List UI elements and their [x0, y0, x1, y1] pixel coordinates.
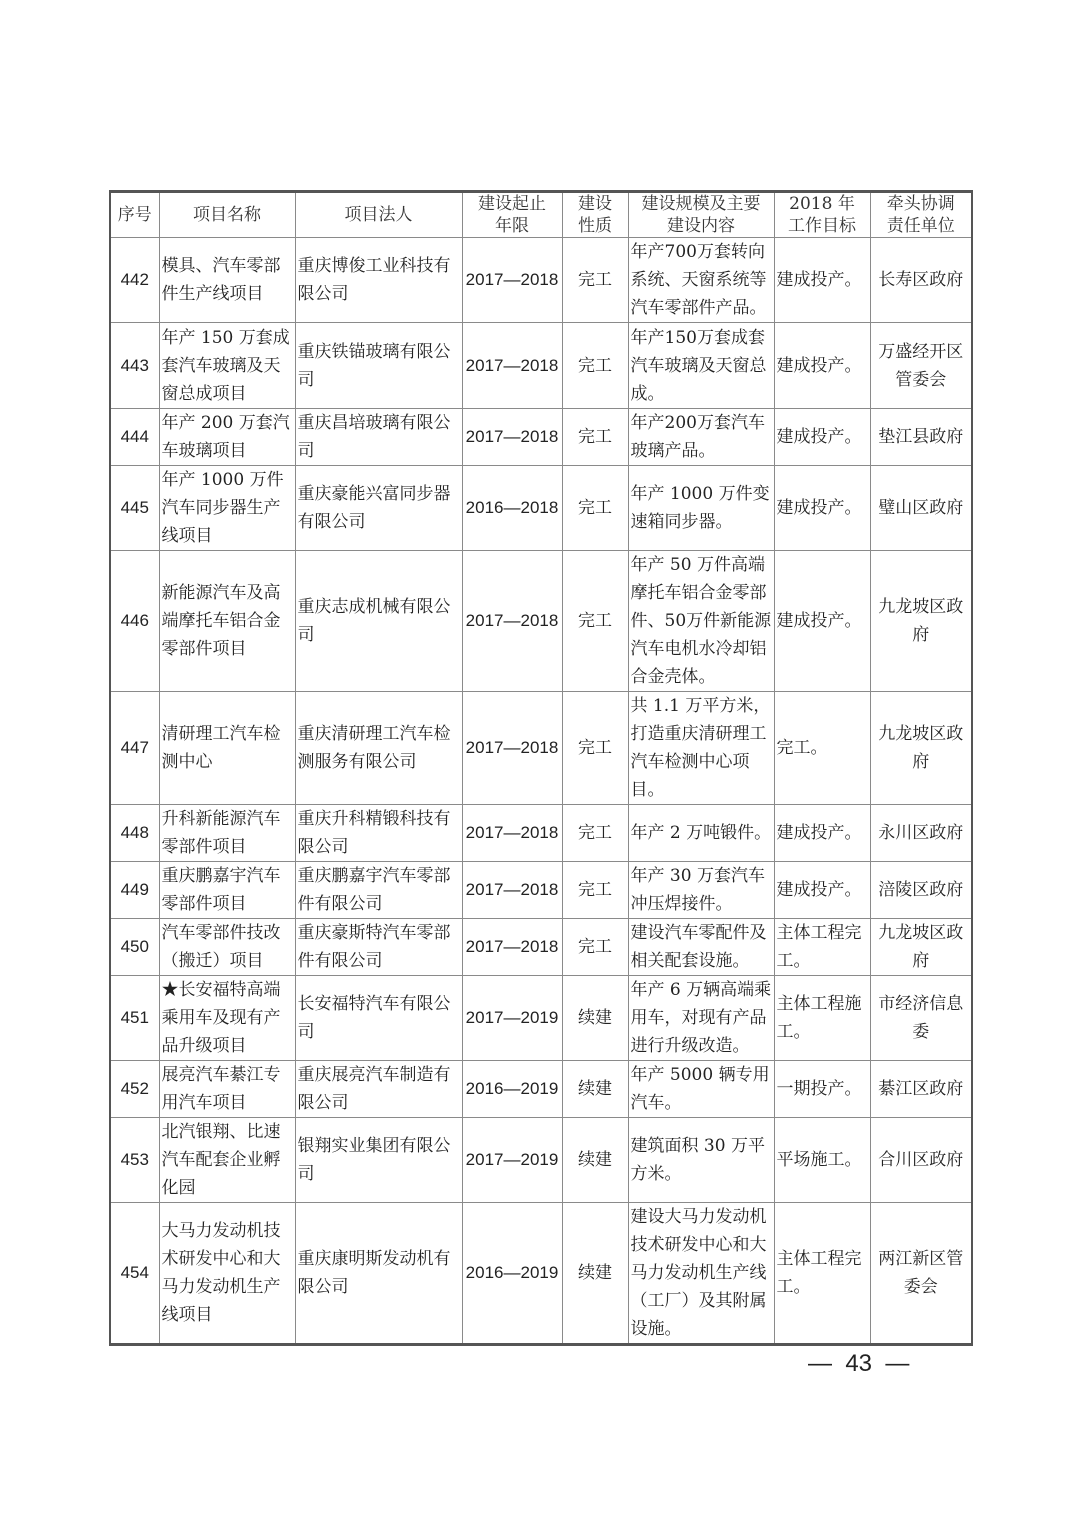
cell-unit: 垫江县政府: [870, 409, 972, 466]
cell-scope: 建设大马力发动机技术研发中心和大马力发动机生产线（工厂）及其附属设施。: [628, 1203, 774, 1345]
cell-unit: 涪陵区政府: [870, 862, 972, 919]
header-period: 建设起止 年限: [462, 192, 562, 238]
cell-project-name: 年产 200 万套汽车玻璃项目: [159, 409, 295, 466]
cell-seq: 450: [110, 919, 159, 976]
cell-unit: 九龙坡区政府: [870, 551, 972, 692]
cell-unit: 长寿区政府: [870, 238, 972, 323]
cell-project-owner: 重庆铁锚玻璃有限公司: [295, 323, 462, 409]
cell-type: 续建: [562, 1061, 628, 1118]
cell-scope: 年产 50 万件高端摩托车铝合金零部件、50万件新能源汽车电机水冷却铝合金壳体。: [628, 551, 774, 692]
cell-type: 完工: [562, 238, 628, 323]
cell-type: 完工: [562, 862, 628, 919]
cell-scope: 建筑面积 30 万平方米。: [628, 1118, 774, 1203]
cell-scope: 年产 5000 辆专用汽车。: [628, 1061, 774, 1118]
table-row: [110, 862, 972, 919]
cell-target: 建成投产。: [774, 409, 870, 466]
cell-unit: 两江新区管委会: [870, 1203, 972, 1345]
cell-project-owner: 银翔实业集团有限公司: [295, 1118, 462, 1203]
cell-period: 2017—2018: [462, 323, 562, 409]
cell-scope: 年产 2 万吨锻件。: [628, 805, 774, 862]
project-table: [109, 190, 973, 1346]
table-row: [110, 692, 972, 805]
cell-target: 建成投产。: [774, 238, 870, 323]
cell-seq: 445: [110, 466, 159, 551]
cell-type: 完工: [562, 466, 628, 551]
cell-target: 建成投产。: [774, 862, 870, 919]
cell-project-owner: 重庆展亮汽车制造有限公司: [295, 1061, 462, 1118]
cell-target: 主体工程施工。: [774, 976, 870, 1061]
cell-scope: 年产150万套成套汽车玻璃及天窗总成。: [628, 323, 774, 409]
cell-project-owner: 重庆豪斯特汽车零部件有限公司: [295, 919, 462, 976]
cell-project-name: 年产 1000 万件汽车同步器生产线项目: [159, 466, 295, 551]
cell-scope: 建设汽车零配件及相关配套设施。: [628, 919, 774, 976]
cell-unit: 綦江区政府: [870, 1061, 972, 1118]
cell-project-name: 清研理工汽车检测中心: [159, 692, 295, 805]
cell-unit: 合川区政府: [870, 1118, 972, 1203]
table-row: [110, 1203, 972, 1345]
cell-project-owner: 重庆康明斯发动机有限公司: [295, 1203, 462, 1345]
cell-project-owner: 重庆豪能兴富同步器有限公司: [295, 466, 462, 551]
cell-project-name: 展亮汽车綦江专用汽车项目: [159, 1061, 295, 1118]
cell-scope: 年产200万套汽车玻璃产品。: [628, 409, 774, 466]
cell-unit: 璧山区政府: [870, 466, 972, 551]
cell-project-name: 模具、汽车零部件生产线项目: [159, 238, 295, 323]
cell-project-name: 重庆鹏嘉宇汽车零部件项目: [159, 862, 295, 919]
cell-period: 2016—2018: [462, 466, 562, 551]
cell-target: 建成投产。: [774, 323, 870, 409]
cell-project-name: 新能源汽车及高端摩托车铝合金零部件项目: [159, 551, 295, 692]
cell-unit: 九龙坡区政府: [870, 919, 972, 976]
header-seq: 序号: [110, 192, 159, 238]
cell-seq: 443: [110, 323, 159, 409]
header-project-owner: 项目法人: [295, 192, 462, 238]
cell-scope: 年产 30 万套汽车冲压焊接件。: [628, 862, 774, 919]
cell-seq: 453: [110, 1118, 159, 1203]
cell-seq: 454: [110, 1203, 159, 1345]
cell-project-name: 升科新能源汽车零部件项目: [159, 805, 295, 862]
cell-project-owner: 重庆清研理工汽车检测服务有限公司: [295, 692, 462, 805]
cell-type: 完工: [562, 323, 628, 409]
cell-project-owner: 重庆昌培玻璃有限公司: [295, 409, 462, 466]
cell-project-name: 大马力发动机技术研发中心和大马力发动机生产线项目: [159, 1203, 295, 1345]
cell-period: 2016—2019: [462, 1061, 562, 1118]
table-row: [110, 551, 972, 692]
cell-type: 完工: [562, 805, 628, 862]
cell-period: 2017—2018: [462, 238, 562, 323]
table-row: [110, 1061, 972, 1118]
cell-project-owner: 重庆升科精锻科技有限公司: [295, 805, 462, 862]
cell-scope: 年产 6 万辆高端乘用车，对现有产品进行升级改造。: [628, 976, 774, 1061]
table-header-row: [110, 192, 972, 238]
header-unit: 牵头协调 责任单位: [870, 192, 972, 238]
cell-project-owner: 重庆鹏嘉宇汽车零部件有限公司: [295, 862, 462, 919]
cell-scope: 共 1.1 万平方米，打造重庆清研理工汽车检测中心项目。: [628, 692, 774, 805]
cell-period: 2017—2019: [462, 1118, 562, 1203]
cell-period: 2017—2018: [462, 551, 562, 692]
cell-target: 建成投产。: [774, 466, 870, 551]
cell-unit: 万盛经开区管委会: [870, 323, 972, 409]
cell-seq: 448: [110, 805, 159, 862]
cell-period: 2017—2018: [462, 919, 562, 976]
cell-project-owner: 长安福特汽车有限公司: [295, 976, 462, 1061]
cell-target: 建成投产。: [774, 551, 870, 692]
page-number: — 43 —: [808, 1350, 910, 1377]
cell-scope: 年产700万套转向系统、天窗系统等汽车零部件产品。: [628, 238, 774, 323]
cell-unit: 永川区政府: [870, 805, 972, 862]
cell-period: 2016—2019: [462, 1203, 562, 1345]
cell-target: 主体工程完工。: [774, 1203, 870, 1345]
cell-type: 续建: [562, 1203, 628, 1345]
cell-unit: 市经济信息委: [870, 976, 972, 1061]
cell-type: 完工: [562, 692, 628, 805]
cell-target: 平场施工。: [774, 1118, 870, 1203]
cell-target: 主体工程完工。: [774, 919, 870, 976]
cell-unit: 九龙坡区政府: [870, 692, 972, 805]
cell-project-owner: 重庆博俊工业科技有限公司: [295, 238, 462, 323]
header-target: 2018 年 工作目标: [774, 192, 870, 238]
cell-project-name: 年产 150 万套成套汽车玻璃及天窗总成项目: [159, 323, 295, 409]
header-scope: 建设规模及主要 建设内容: [628, 192, 774, 238]
cell-period: 2017—2018: [462, 862, 562, 919]
cell-seq: 446: [110, 551, 159, 692]
table-row: [110, 409, 972, 466]
cell-period: 2017—2018: [462, 692, 562, 805]
table-row: [110, 919, 972, 976]
header-type: 建设 性质: [562, 192, 628, 238]
cell-seq: 452: [110, 1061, 159, 1118]
cell-seq: 444: [110, 409, 159, 466]
cell-project-name: 北汽银翔、比速汽车配套企业孵化园: [159, 1118, 295, 1203]
cell-period: 2017—2018: [462, 409, 562, 466]
cell-target: 一期投产。: [774, 1061, 870, 1118]
table-row: [110, 976, 972, 1061]
cell-target: 建成投产。: [774, 805, 870, 862]
table-row: [110, 238, 972, 323]
cell-project-owner: 重庆志成机械有限公司: [295, 551, 462, 692]
cell-target: 完工。: [774, 692, 870, 805]
cell-period: 2017—2019: [462, 976, 562, 1061]
cell-type: 续建: [562, 1118, 628, 1203]
cell-seq: 449: [110, 862, 159, 919]
cell-seq: 447: [110, 692, 159, 805]
table-body: [110, 238, 972, 1345]
cell-type: 完工: [562, 409, 628, 466]
cell-seq: 451: [110, 976, 159, 1061]
header-project-name: 项目名称: [159, 192, 295, 238]
cell-type: 续建: [562, 976, 628, 1061]
cell-period: 2017—2018: [462, 805, 562, 862]
table-row: [110, 323, 972, 409]
cell-type: 完工: [562, 551, 628, 692]
cell-type: 完工: [562, 919, 628, 976]
cell-seq: 442: [110, 238, 159, 323]
table-row: [110, 466, 972, 551]
table-row: [110, 1118, 972, 1203]
table-row: [110, 805, 972, 862]
cell-project-name: 汽车零部件技改（搬迁）项目: [159, 919, 295, 976]
cell-project-name: ★长安福特高端乘用车及现有产品升级项目: [159, 976, 295, 1061]
cell-scope: 年产 1000 万件变速箱同步器。: [628, 466, 774, 551]
